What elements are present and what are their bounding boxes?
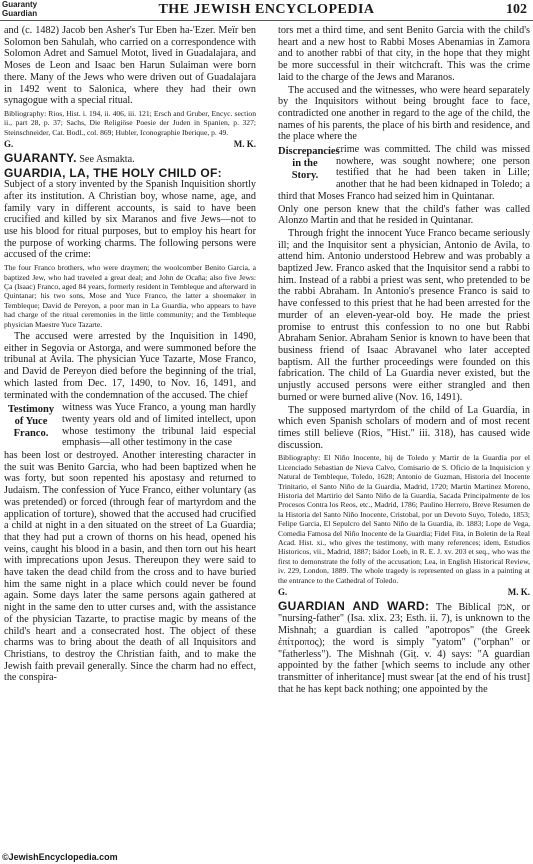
guardian-entry bbox=[278, 598, 530, 696]
accused-list: The four Franco brothers, who were draymen; the woolcomber Benito Garcia, a baptized Jew, who had traveled a great deal; and John de Ocaña; also five Jews: Ça (Isaac) Franco, aged 84 years, formerly resident in Tembleque and afterward in Quintanar; his two sons, Mose and Yuce Franco, the latter a shoemaker in Tembleque; David de Pereyon, a poor man in La Guardia, who appears to have had charge of the ritual ceremonies in the little community; and the Tembleque physician Maestre Yuce Tazarte. bbox=[4, 263, 256, 329]
discrepancies-paragraph: crime was committed. The child was missed nowhere, was sought nowhere; one person testified that he had been taken in Lille; another that he had been kidnaped in Toledo; a third that Moses Franco had seized him in Quintanar. bbox=[278, 144, 530, 202]
signature-line bbox=[4, 139, 256, 151]
witnesses-paragraph: The accused and the witnesses, who were heard separately by the Inquisitors without being brought face to face, contradicted one another in regard to the age of the child, the names of his parents, the place of his birth and residence, and the place where the bbox=[278, 84, 530, 143]
running-head-last: Guardian bbox=[2, 9, 38, 18]
side-heading-discrepancies: Discrepancies in the Story. bbox=[278, 146, 340, 182]
martyrdom-paragraph: The supposed martyrdom of the child of La Guardia, in which even Spanish scholars of modern and of most recent times still believe (Rios, "Hist." iii. 318), has caused wide discussion. bbox=[278, 404, 530, 451]
signature-left-2: G. bbox=[278, 587, 288, 597]
guardia-intro: Subject of a story invented by the Spanish Inquisition shortly after its institution. A Christian boy, whose name, age, and family vary in different accounts, is said to have been crucified and killed by six Maranos and five Jews—not to use his blood for ritual purposes, but to employ his heart for the purpose of working charms. The following persons were accused of the crime: bbox=[4, 179, 256, 261]
guaranty-see-also: See Asmakta. bbox=[79, 153, 135, 165]
guadalajara-bibliography: Bibliography: Rios, Hist. i. 194, ii. 406, iii. 121; Ersch and Gruber, Encyc. section ii., part 28, p. 37; Sachs, Die Religiöse Poesie der Juden in Spanien, p. 327; Steinschneider, Cat. Bodl., col. 869; Hubler, Iconographie Iberique, p. 49. bbox=[4, 108, 256, 137]
conspirators-paragraph: tors met a third time, and sent Benito Garcia with the child's heart and a new host to Rabbi Moses Abenamias in Zamora and to another rabbi of that city, in the hope that they might be more successful in their witchcraft. This was the crime laid to the charge of the Jews and Maranos. bbox=[278, 25, 530, 83]
page-header bbox=[0, 0, 533, 21]
signature-right: M. K. bbox=[233, 139, 256, 150]
arrest-paragraph: The accused were arrested by the Inquisition in 1490, either in Segovia or Astorga, and were summoned before the tribunal at Avila. The physician Yuce Tazarte, Mose Franco, and David de Pereyon died before the beginning of the trial, which lasted from Dec. 17, 1490, to Nov. 16, 1491, and terminated with the condemnation of the accused. The chief bbox=[4, 331, 256, 401]
page-number: 102 bbox=[506, 2, 527, 17]
guaranty-heading: GUARANTY. bbox=[4, 150, 77, 165]
guardia-heading: GUARDIA, LA, THE HOLY CHILD OF: bbox=[4, 165, 222, 180]
fright-paragraph: Through fright the innocent Yuce Franco became seriously ill; and the Inquisitor sent a physician, Antonio de Avila, to attend him. Antonio understood Hebrew and was probably a baptized Jew. Franco asked that the Inquisitor send a rabbi to him. Instead of a rabbi a priest was sent, who pretended to be the rabbi Abraham. In Antonio's presence Franco is said to have confessed to this priest that he had been arrested for the murder of an eleven-year-old boy. He made the priest promise to entrust this confession to no one but Rabbi Abraham Senior. Abraham Senior is known to have been that business friend of Isaac Abravanel who later accepted baptism. All the further proceedings were founded on this fabrication. The child of La Guardia never existed, but the unjustly accused persons were either strangled and then burned or were burned alive (Nov. 16, 1491). bbox=[278, 227, 530, 403]
signature-line-2 bbox=[278, 587, 530, 599]
right-column bbox=[278, 25, 530, 696]
left-column bbox=[4, 25, 256, 685]
running-head-first: Guaranty bbox=[2, 0, 38, 9]
guaranty-entry bbox=[4, 150, 256, 166]
confession-paragraph: has been lost or destroyed. Another interesting character in the suit was Benito Garcia, who had been baptized when he was forty, but soon repented his apostasy and returned to Judaism. The confession of Yuce Franco, either voluntary (as was pretended) or forced (through fear of martyrdom and the application of torture), showed that the accused had crucified a child at night in a den situated on the street of La Guardia; that they had put a crown of thorns on his head, opened his veins, caught his blood in a basin, and then torn out his heart with imprecations upon Jesus. Thereupon they were said to have taken the dead child from the cross and to have buried him the same night in a place which could never be found again. Some days later the same persons again gathered at night in the same den to utter curses and, with the assistance of the physician Tazarte, to practise magic by means of the child's heart and a consecrated host. The object of these charms was to bring about the death of all Inquisitors and Christians, to destroy the Christian faith, and to make the Jewish faith prevail generally. Since the charm had no effect, the conspira- bbox=[4, 450, 256, 684]
guardian-text: The Biblical אמן, or "nursing-father" (Isa. xlix. 23; Esth. ii. 7), is unknown to the Mishnah; a guardian is called "apotropos" (the Greek ἐπίτροπος); the word is simply "yatom" ("orphan" or "fatherless"). The Mishnah (Giṭ. v. 4) says: "A guardian appointed by the father [which seems to include any other transmitter of inheritance] must swear [at the end of his trust] that he has kept back nothing; one appointed by the bbox=[278, 601, 530, 695]
guadalajara-paragraph: and (c. 1482) Jacob ben Asher's Tur Eben ha-'Ezer. Meïr ben Solomon ben Sahulah, who carried on a correspondence with Solomon Adret and Samuel Motot, lived in Guadalajara, and Moses de Leon and Isaac ben Harun Sulaiman were born there. Many of the Jews who were driven out of Guadalajara in 1492 went to Salonica, where they had their own synagogue with a special ritual. bbox=[4, 25, 256, 107]
page-title: THE JEWISH ENCYCLOPEDIA bbox=[158, 2, 375, 17]
signature-right-2: M. K. bbox=[507, 587, 530, 597]
guardia-bibliography: Bibliography: El Niño Inocente, hij de Toledo y Martir de la Guardia por el Licenciado Sebastian de Nieva Calvo, Comisario de S. Oficio de la Inquisicion y Natural de Tembleque, Toledo, 1628; Antonio de Guzman, Historia del Inocente Trinitario, el Santo Niño de la Guardia, Madrid, 1720; Martin Martinez Moreno, Historia del Martirio del Santo Niño de la Guardia, Sacada Principalmente de los Procesos Contra los Reos, etc., Madrid, 1786; Paulino Herrero, Breve Resumen de la Historia del Santo Niño Inocente, Cristobal, por un Devoto Suyo, Toledo, 1853; Felipe Garcia, El Sepulcro del Santo Niño de la Guardia, ib. 1883; Lope de Vega, Comedia Famosa del Niño Inocente de la Guardia; Fidel Fita, in Boletin de la Real Acad. Hist. xi., who gives the testimony, with many references; idem, Estudios Historicos, vii., Madrid, 1887; Isidor Loeb, in R. E. J. xv. 203 et seq., who was the first to demonstrate the folly of the accusation; Lea, in English Historical Review, iv. 229, London, 1889. The whole tragedy is represented on glass in a painting at the entrance to the Cathedral of Toledo. bbox=[278, 453, 530, 585]
side-heading-testimony: Testimony of Yuce Franco. bbox=[7, 404, 55, 440]
father-paragraph: Only one person knew that the child's father was called Alonzo Martin and that he resided in Quintanar. bbox=[278, 203, 530, 227]
signature-left: G. bbox=[4, 139, 14, 150]
testimony-paragraph: witness was Yuce Franco, a young man hardly twenty years old and of limited intellect, upon whose testimony the tribunal laid especial emphasis—all other testimony in the case bbox=[62, 402, 256, 449]
guardian-heading: GUARDIAN AND WARD: bbox=[278, 598, 430, 613]
footer-copyright: ©JewishEncyclopedia.com bbox=[2, 852, 118, 862]
